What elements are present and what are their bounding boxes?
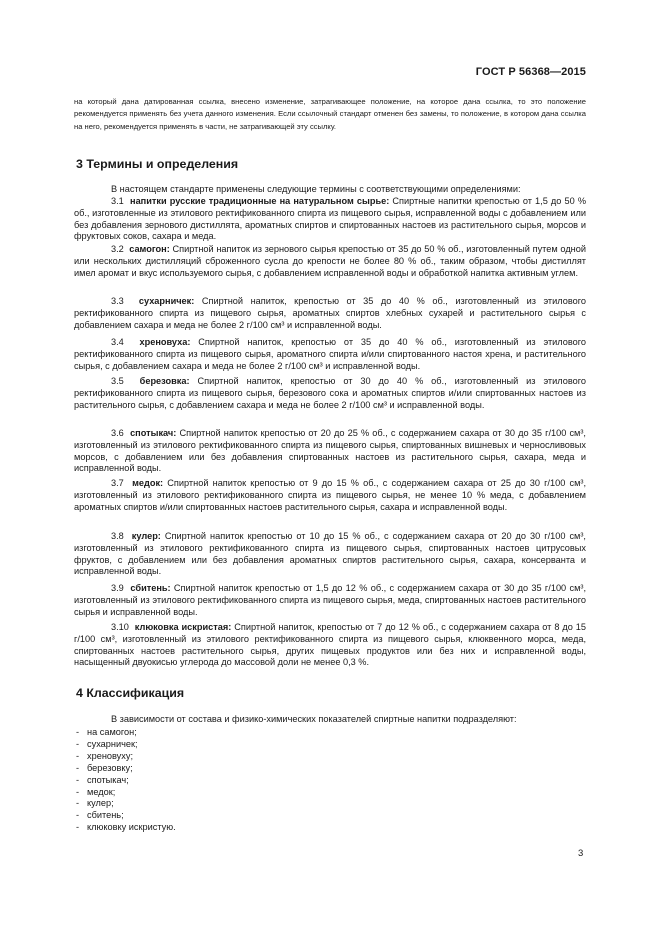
- term-name: самогон:: [129, 244, 170, 254]
- list-item: - на самогон;: [76, 727, 137, 737]
- term-3-3: [74, 296, 586, 331]
- term-name: сбитень:: [130, 583, 171, 593]
- list-item: - березовку;: [76, 762, 133, 773]
- list-item: - медок;: [76, 786, 116, 797]
- term-number: 3.3: [111, 296, 124, 306]
- list-item: - хреновуху;: [76, 750, 134, 761]
- term-number: 3.10: [111, 622, 129, 632]
- document-header-id: ГОСТ Р 56368—2015: [475, 66, 586, 78]
- list-item: - кулер;: [76, 798, 114, 809]
- classification-list: [76, 727, 176, 834]
- term-number: 3.4: [111, 337, 124, 347]
- term-3-9: [74, 583, 586, 618]
- term-number: 3.7: [111, 478, 124, 488]
- term-definition: Спиртной напиток, крепостью от 30 до 40 % об., изготовленный из этилового ректификованного спирта из пищевого сырья, березового сока и ароматных спиртов и/или спиртованных настоев из растительного сырья, с добавлением сахара и меда не более 2 г/100 см³ и исправленной воды.: [74, 376, 586, 410]
- list-item: - клюковку искристую.: [76, 822, 176, 833]
- term-definition: Спиртной напиток крепостью от 1,5 до 12 % об., с содержанием сахара от 30 до 35 г/100 см³, изготовленный из этилового ректификованного спирта из пищевого сырья, меда, спиртованных настоев растительного сырья и исправленной воды.: [74, 583, 587, 617]
- term-definition: Спиртной напиток, крепостью от 35 до 40 % об., изготовленный из этилового ректификованного спирта из пищевого сырья, ароматного спирта и/или спиртованного настоя хрена, и растительного сырья, с добавлением сахара и меда не более 2 г/100 см³ и исправленной воды.: [74, 337, 587, 371]
- term-name: медок:: [132, 478, 164, 488]
- term-3-4: [74, 337, 586, 372]
- term-3-8: [74, 531, 586, 578]
- term-3-6: [74, 428, 586, 475]
- term-name: сухарничек:: [138, 296, 195, 306]
- list-item: - сбитень;: [76, 810, 124, 821]
- term-definition: Спиртной напиток крепостью от 9 до 15 % об., с содержанием сахара от 25 до 30 г/100 см³, изготовленный из этилового ректификованного спирта из пищевого сырья, не менее 10 % меда, с добавлением ароматных спиртов и/или спиртованных настоев растительного сырья, сахара и исправленной воды.: [74, 478, 586, 512]
- term-definition: Спиртной напиток крепостью от 10 до 15 % об., с содержанием сахара от 20 до 30 г/100 см³, изготовленный из этилового ректификованного спирта из пищевого сырья, спиртованных настоев цитрусовых фруктов, с добавлением или без добавления ароматных спиртов растительного сырья, сахара, консерванта и исправленной воды.: [74, 531, 586, 577]
- term-name: напитки русские традиционные на натуральном сырье:: [130, 196, 390, 206]
- term-definition: Спиртной напиток, крепостью от 7 до 12 % об., с содержанием сахара от 8 до 15 г/100 см³, изготовленный из этилового ректификованного спирта из пищевого сырья, клюквенного морса, меда, спиртованных настоев растительного сырья, других пищевых продуктов или без них и исправленной воды, насыщенный двуокисью углерода до массовой доли не менее 0,3 %.: [74, 622, 586, 668]
- section-4-title: 4 Классификация: [76, 686, 185, 700]
- term-number: 3.5: [111, 376, 124, 386]
- term-number: 3.6: [111, 428, 124, 438]
- term-name: кулер:: [131, 531, 161, 541]
- term-name: хреновуха:: [139, 337, 191, 347]
- page-number: 3: [578, 848, 584, 859]
- term-definition: Спиртные напитки крепостью от 1,5 до 50 % об., изготовленные из этилового ректификованного спирта из пищевого сырья, исправленной воды с добавлением или без добавления зернового дистиллята, ароматных спиртов и спиртованных настоев из растительного сырья, морсов и фруктовых соков, сахара и меда.: [74, 196, 587, 242]
- section-3-title: 3 Термины и определения: [76, 157, 239, 171]
- section-4-lead: В зависимости от состава и физико-химических показателей спиртные напитки подразделяют:: [111, 714, 517, 724]
- term-3-1: [74, 196, 586, 243]
- intro-paragraph: на который дана датированная ссылка, внесено изменение, затрагивающее положение, на которое дана ссылка, то это положение рекомендуется применять без учета данного изменения. Если ссылочный стандарт отменен без замены, то положение, в котором дана ссылка на него, рекомендуется применять в части, не затрагивающей эту ссылку.: [74, 97, 586, 131]
- term-number: 3.1: [111, 196, 124, 206]
- term-number: 3.2: [111, 244, 124, 254]
- list-item: - спотыкач;: [76, 774, 129, 785]
- term-name: спотыкач:: [130, 428, 177, 438]
- section-3-lead: В настоящем стандарте применены следующие термины с соответствующими определениями:: [111, 184, 521, 194]
- term-3-10: [74, 622, 586, 669]
- term-definition: Спиртной напиток крепостью от 20 до 25 % об., с содержанием сахара от 30 до 35 г/100 см³, изготовленный из этилового ректификованного спирта из пищевого сырья, спиртованных вишневых и черносливовых морсов, с добавлением или без добавления спиртованных настоев из растительного сырья, сахара, меда и исправленной воды.: [74, 428, 586, 474]
- term-name: березовка:: [139, 376, 190, 386]
- term-3-2: [74, 244, 586, 279]
- term-number: 3.8: [111, 531, 124, 541]
- term-name: клюковка искристая:: [134, 622, 232, 632]
- term-3-5: [74, 376, 586, 411]
- list-item: - сухарничек;: [76, 738, 138, 749]
- term-number: 3.9: [111, 583, 124, 593]
- term-definition: Спиртной напиток, крепостью от 35 до 40 % об., изготовленный из этилового ректификованного спирта из пищевого сырья, ароматных спиртов хлебных сухарей и растительного сырья с добавлением сахара и меда не более 2 г/100 см³ и исправленной воды.: [74, 296, 586, 330]
- term-3-7: [74, 478, 586, 513]
- term-definition: Спиртной напиток из зернового сырья крепостью от 35 до 50 % об., изготовленный путем одной или нескольких дистилляций сброженного сусла до крепости не более 80 % об., таким образом, чтобы дистиллят имел аромат и вкус используемого сырья, с добавлением исправленной воды и обработкой напитка активным углем.: [74, 244, 587, 278]
